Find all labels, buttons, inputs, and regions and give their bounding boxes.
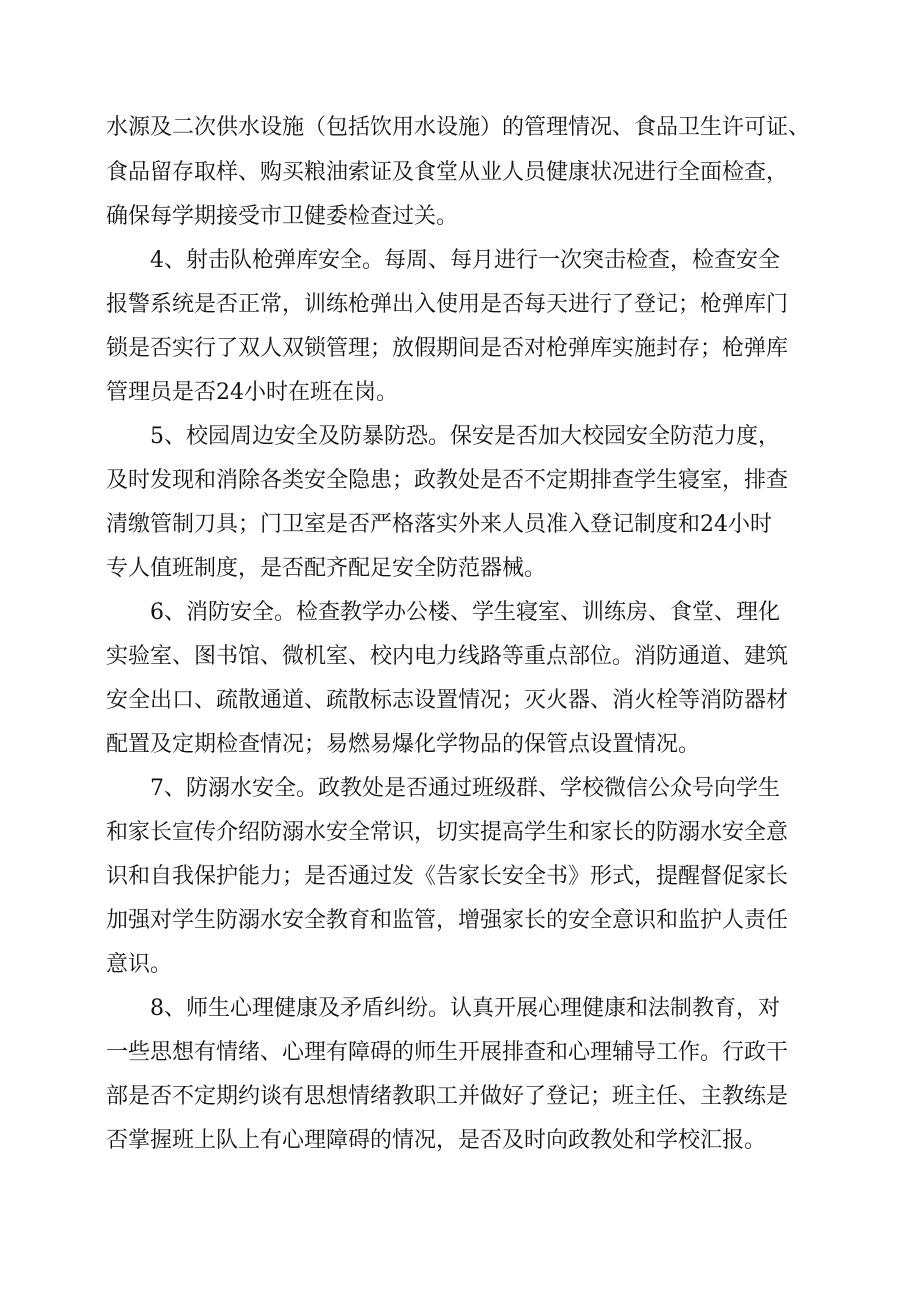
paragraph-line: 安全出口、疏散通道、疏散标志设置情况；灭火器、消火栓等消防器材 xyxy=(106,688,789,713)
paragraph-line: 锁是否实行了双人双锁管理；放假期间是否对枪弹库实施封存；枪弹库 xyxy=(106,336,789,361)
paragraph-line: 水源及二次供水设施（包括饮用水设施）的管理情况、食品卫生许可证、 xyxy=(106,115,811,140)
paragraph-line: 部是否不定期约谈有思想情绪教职工并做好了登记；班主任、主教练是 xyxy=(106,1084,789,1109)
paragraph-line: 8、师生心理健康及矛盾纠纷。认真开展心理健康和法制教育，对 xyxy=(150,996,780,1021)
paragraph-line: 一些思想有情绪、心理有障碍的师生开展排查和心理辅导工作。行政干 xyxy=(106,1040,789,1065)
paragraph-line: 6、消防安全。检查教学办公楼、学生寝室、训练房、食堂、理化 xyxy=(150,600,780,625)
paragraph-line: 识和自我保护能力；是否通过发《告家长安全书》形式，提醒督促家长 xyxy=(106,864,789,889)
paragraph-line: 食品留存取样、购买粮油索证及食堂从业人员健康状况进行全面检查， xyxy=(106,160,789,185)
paragraph-line: 5、校园周边安全及防暴防恐。保安是否加大校园安全防范力度， xyxy=(150,424,780,449)
paragraph-line: 否掌握班上队上有心理障碍的情况，是否及时向政教处和学校汇报。 xyxy=(106,1128,767,1153)
paragraph-line: 确保每学期接受市卫健委检查过关。 xyxy=(106,204,459,229)
paragraph-line: 7、防溺水安全。政教处是否通过班级群、学校微信公众号向学生 xyxy=(150,776,780,801)
paragraph-line: 和家长宣传介绍防溺水安全常识，切实提高学生和家长的防溺水安全意 xyxy=(106,820,789,845)
paragraph-line: 意识。 xyxy=(106,952,173,977)
paragraph-line: 报警系统是否正常，训练枪弹出入使用是否每天进行了登记；枪弹库门 xyxy=(106,292,789,317)
paragraph-line: 配置及定期检查情况；易燃易爆化学物品的保管点设置情况。 xyxy=(106,732,701,757)
paragraph-line: 专人值班制度，是否配齐配足安全防范器械。 xyxy=(106,556,547,581)
paragraph-line: 4、射击队枪弹库安全。每周、每月进行一次突击检查，检查安全 xyxy=(150,248,780,273)
paragraph-line: 清缴管制刀具；门卫室是否严格落实外来人员准入登记制度和24小时 xyxy=(106,512,772,537)
paragraph-line: 实验室、图书馆、微机室、校内电力线路等重点部位。消防通道、建筑 xyxy=(106,644,789,669)
paragraph-line: 管理员是否24小时在班在岗。 xyxy=(106,380,398,405)
paragraph-line: 及时发现和消除各类安全隐患；政教处是否不定期排查学生寝室，排查 xyxy=(106,468,789,493)
paragraph-line: 加强对学生防溺水安全教育和监管，增强家长的安全意识和监护人责任 xyxy=(106,908,789,933)
